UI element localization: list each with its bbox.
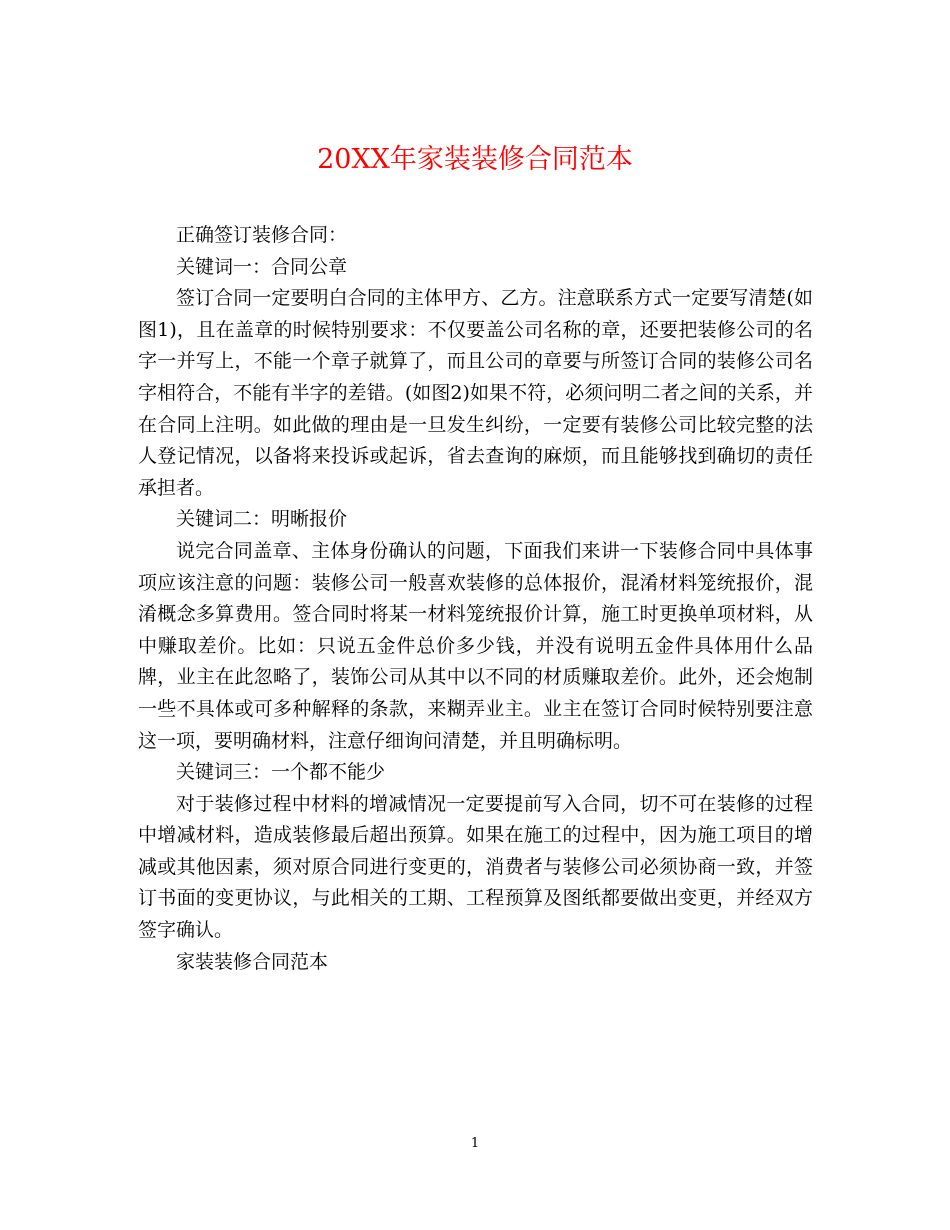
- paragraph-intro: 正确签订装修合同：: [176, 224, 348, 246]
- paragraph-keyword-1-heading: 关键词一：合同公章: [176, 255, 348, 278]
- document-title: 20XX年家装装修合同范本: [317, 144, 633, 175]
- paragraph-template-heading: 家装装修合同范本: [176, 950, 329, 973]
- document-body: [138, 220, 813, 978]
- paragraph-keyword-1-body: 签订合同一定要明白合同的主体甲方、乙方。注意联系方式一定要写清楚(如图1)，且在盖章的时候特别要求：不仅要盖公司名称的章，还要把装修公司的名字一并写上，不能一个章子就算了，而且公司的章要与所签订合同的装修公司名字相符合，不能有半字的差错。(如图2)如果不符，必须问明二者之间的关系，并在合同上注明。如此做的理由是一旦发生纠纷，一定要有装修公司比较完整的法人登记情况，以备将来投诉或起诉，省去查询的麻烦，而且能够找到确切的责任承担者。: [138, 287, 813, 499]
- paragraph-keyword-2-heading: 关键词二：明晰报价: [176, 508, 348, 531]
- paragraph-keyword-3-body: 对于装修过程中材料的增减情况一定要提前写入合同，切不可在装修的过程中增减材料，造成装修最后超出预算。如果在施工的过程中，因为施工项目的增减或其他因素，须对原合同进行变更的，消费者与装修公司必须协商一致，并签订书面的变更协议，与此相关的工期、工程预算及图纸都要做出变更，并经双方签字确认。: [138, 792, 813, 942]
- page-number: 1: [470, 1136, 480, 1151]
- paragraph-keyword-2-body: 说完合同盖章、主体身份确认的问题，下面我们来讲一下装修合同中具体事项应该注意的问题：装修公司一般喜欢装修的总体报价，混淆材料笼统报价，混淆概念多算费用。签合同时将某一材料笼统报价计算，施工时更换单项材料，从中赚取差价。比如：只说五金件总价多少钱，并没有说明五金件具体用什么品牌，业主在此忽略了，装饰公司从其中以不同的材质赚取差价。此外，还会炮制一些不具体或可多种解释的条款，来糊弄业主。业主在签订合同时候特别要注意这一项，要明确材料，注意仔细询问清楚，并且明确标明。: [138, 539, 813, 752]
- paragraph-keyword-3-heading: 关键词三：一个都不能少: [176, 761, 386, 784]
